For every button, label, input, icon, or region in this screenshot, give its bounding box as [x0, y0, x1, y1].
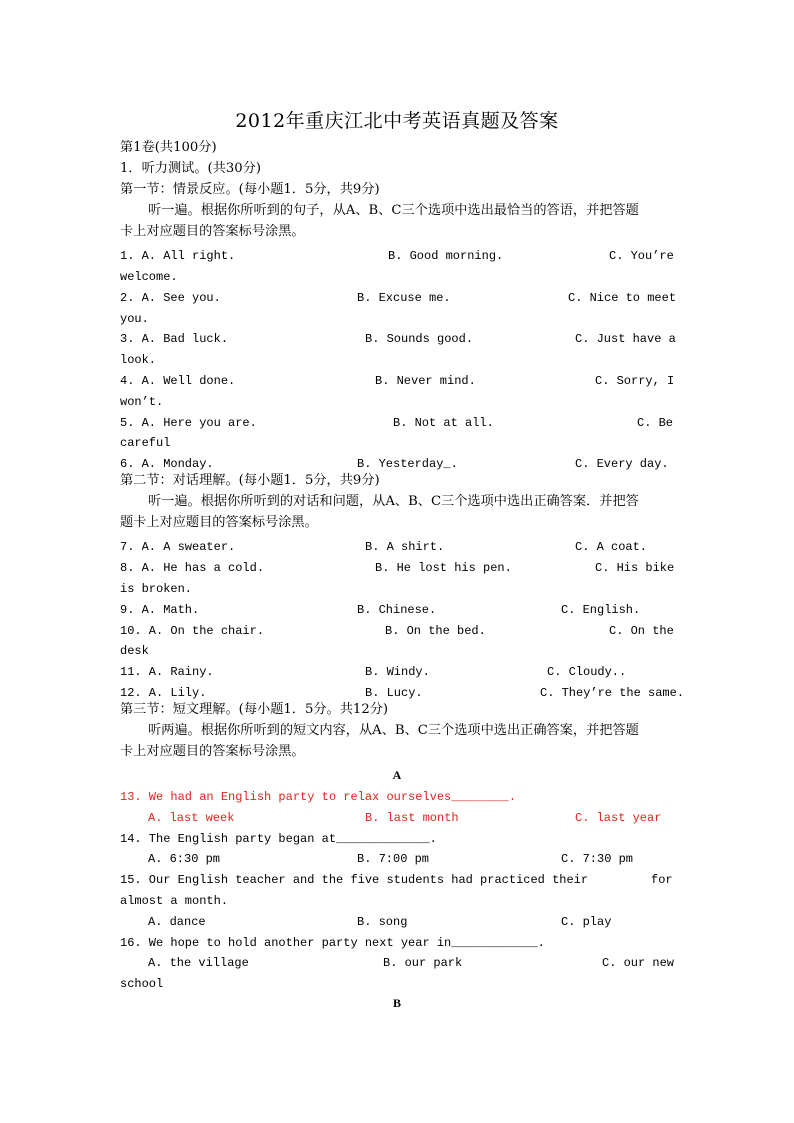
- section3-instruction-cont: 卡上对应题目的答案标号涂黑。: [120, 744, 305, 759]
- q15-stem-cont: almost a month.: [120, 894, 229, 908]
- q14-option-a: A. 6:30 pm: [148, 852, 221, 866]
- q6-option-c: C. Every day.: [575, 457, 669, 471]
- q13-option-c: C. last year: [575, 811, 662, 825]
- q16-stem: 16. We hope to hold another party next year in____________.: [120, 936, 545, 950]
- q1-option-c: C. You’re: [609, 249, 674, 263]
- section2-heading: 第二节：对话理解。(每小题1．5分，共9分): [120, 473, 380, 488]
- q12-option-b: B. Lucy.: [365, 686, 423, 700]
- section3-heading: 第三节：短文理解。(每小题1．5分。共12分): [120, 702, 389, 717]
- q9-option-b: B. Chinese.: [357, 603, 437, 617]
- q16-option-a: A. the village: [148, 956, 249, 970]
- q14-stem: 14. The English party began at_____________.: [120, 832, 437, 846]
- q3-option-a: 3. A. Bad luck.: [120, 332, 229, 346]
- q15-option-b: B. song: [357, 915, 408, 929]
- q14-option-c: C. 7:30 pm: [561, 852, 634, 866]
- q14-option-b: B. 7:00 pm: [357, 852, 430, 866]
- q16-option-b: B. our park: [383, 956, 463, 970]
- q5-option-a: 5. A. Here you are.: [120, 416, 257, 430]
- q10-option-c: C. On the: [609, 624, 674, 638]
- q2-option-c-cont: you.: [120, 312, 149, 326]
- q7-option-a: 7. A. A sweater.: [120, 540, 236, 554]
- q3-option-c: C. Just have a: [575, 332, 676, 346]
- q9-option-c: C. English.: [561, 603, 641, 617]
- section1-heading: 第一节：情景反应。(每小题1．5分，共9分): [120, 182, 380, 197]
- q8-option-a: 8. A. He has a cold.: [120, 561, 265, 575]
- q1-option-a: 1. A. All right.: [120, 249, 236, 263]
- q2-option-b: B. Excuse me.: [357, 291, 451, 305]
- q9-option-a: 9. A. Math.: [120, 603, 200, 617]
- q10-option-c-cont: desk: [120, 644, 149, 658]
- q12-option-a: 12. A. Lily.: [120, 686, 207, 700]
- section1-instruction: 听一遍。根据你所听到的句子，从A、B、C三个选项中选出最恰当的答语，并把答题: [148, 203, 639, 218]
- q7-option-c: C. A coat.: [575, 540, 648, 554]
- q1-option-b: B. Good morning.: [388, 249, 504, 263]
- q15-stem: 15. Our English teacher and the five students had practiced their: [120, 873, 589, 887]
- q8-option-c-cont: is broken.: [120, 582, 193, 596]
- q7-option-b: B. A shirt.: [365, 540, 445, 554]
- q11-option-a: 11. A. Rainy.: [120, 665, 214, 679]
- q10-option-a: 10. A. On the chair.: [120, 624, 265, 638]
- section2-instruction: 听一遍。根据你所听到的对话和问题，从A、B、C三个选项中选出正确答案．并把答: [148, 494, 639, 509]
- q4-option-c-cont: won’t.: [120, 395, 164, 409]
- q5-option-b: B. Not at all.: [393, 416, 494, 430]
- passage-label-a: A: [392, 768, 402, 782]
- section1-instruction-cont: 卡上对应题目的答案标号涂黑。: [120, 224, 305, 239]
- section2-instruction-cont: 题卡上对应题目的答案标号涂黑。: [120, 515, 318, 530]
- q13-option-a: A. last week: [148, 811, 235, 825]
- q1-option-c-cont: welcome.: [120, 270, 178, 284]
- q2-option-a: 2. A. See you.: [120, 291, 221, 305]
- q13-option-b: B. last month: [365, 811, 459, 825]
- q12-option-c: C. They’re the same.: [540, 686, 685, 700]
- q5-option-c-cont: careful: [120, 436, 171, 450]
- q4-option-a: 4. A. Well done.: [120, 374, 236, 388]
- q5-option-c: C. Be: [637, 416, 674, 430]
- q11-option-c: C. Cloudy..: [547, 665, 627, 679]
- q6-option-b: B. Yesterday_.: [357, 457, 458, 471]
- q16-option-c: C. our new: [602, 956, 675, 970]
- q2-option-c: C. Nice to meet: [568, 291, 677, 305]
- q10-option-b: B. On the bed.: [385, 624, 486, 638]
- q13-stem: 13. We had an English party to relax ourselves________.: [120, 790, 517, 804]
- part1-heading: 1．听力测试。(共30分): [120, 161, 261, 176]
- q15-option-c: C. play: [561, 915, 612, 929]
- q6-option-a: 6. A. Monday.: [120, 457, 214, 471]
- q15-stem-end: for: [651, 873, 673, 887]
- page-title: 2012年重庆江北中考英语真题及答案: [235, 110, 559, 132]
- volume-heading: 第1卷(共100分): [120, 140, 217, 155]
- q4-option-c: C. Sorry, I: [595, 374, 675, 388]
- q3-option-c-cont: look.: [120, 353, 157, 367]
- q4-option-b: B. Never mind.: [375, 374, 476, 388]
- q3-option-b: B. Sounds good.: [365, 332, 474, 346]
- section3-instruction: 听两遍。根据你所听到的短文内容，从A、B、C三个选项中选出正确答案，并把答题: [148, 723, 639, 738]
- q16-option-c-cont: school: [120, 977, 164, 991]
- q8-option-b: B. He lost his pen.: [375, 561, 512, 575]
- q15-option-a: A. dance: [148, 915, 206, 929]
- q11-option-b: B. Windy.: [365, 665, 430, 679]
- passage-label-b: B: [392, 996, 401, 1010]
- q8-option-c: C. His bike: [595, 561, 675, 575]
